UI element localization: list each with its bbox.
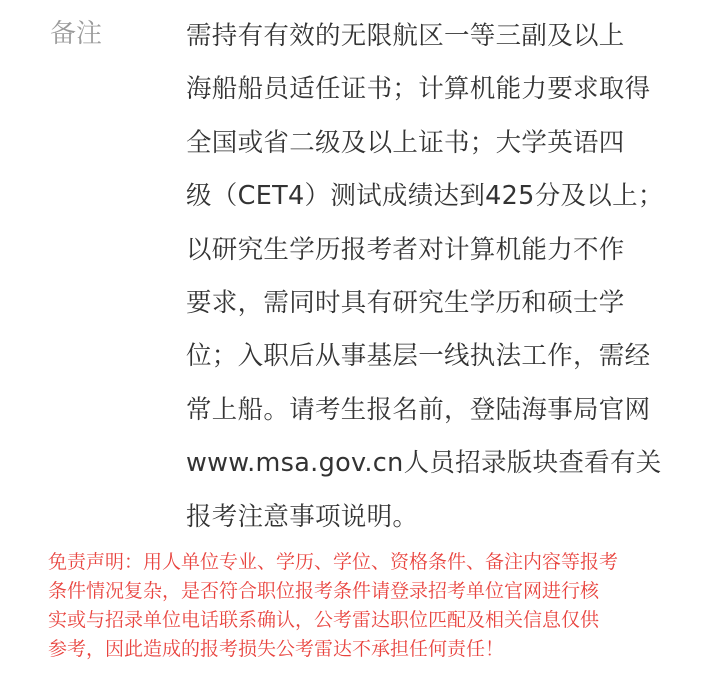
remark-line: 要求，需同时具有研究生学历和硕士学 bbox=[186, 288, 625, 319]
remark-line: 报考注意事项说明。 bbox=[186, 501, 419, 532]
disclaimer-line: 免责声明：用人单位专业、学历、学位、资格条件、备注内容等报考 bbox=[48, 551, 619, 573]
remark-line: 常上船。请考生报名前，登陆海事局官网 bbox=[186, 394, 651, 425]
remark-line: 级（CET4）测试成绩达到425分及以上； bbox=[186, 181, 664, 212]
remark-line: 以研究生学历报考者对计算机能力不作 bbox=[186, 234, 625, 265]
remark-label: 备注 bbox=[50, 19, 103, 49]
disclaimer-line: 条件情况复杂，是否符合职位报考条件请登录招考单位官网进行核 bbox=[48, 580, 600, 602]
disclaimer-line: 参考，因此造成的报考损失公考雷达不承担任何责任！ bbox=[48, 638, 505, 660]
disclaimer-line: 实或与招录单位电话联系确认，公考雷达职位匹配及相关信息仅供 bbox=[48, 609, 600, 631]
remark-line: 位；入职后从事基层一线执法工作，需经 bbox=[186, 341, 651, 372]
remark-line: www.msa.gov.cn人员招录版块查看有关 bbox=[186, 448, 662, 479]
remark-line: 全国或省二级及以上证书；大学英语四 bbox=[186, 127, 625, 158]
remark-line: 海船船员适任证书；计算机能力要求取得 bbox=[186, 74, 651, 105]
disclaimer-notice bbox=[48, 548, 688, 664]
remark-value bbox=[186, 10, 696, 544]
remark-line: 需持有有效的无限航区一等三副及以上 bbox=[186, 21, 625, 51]
